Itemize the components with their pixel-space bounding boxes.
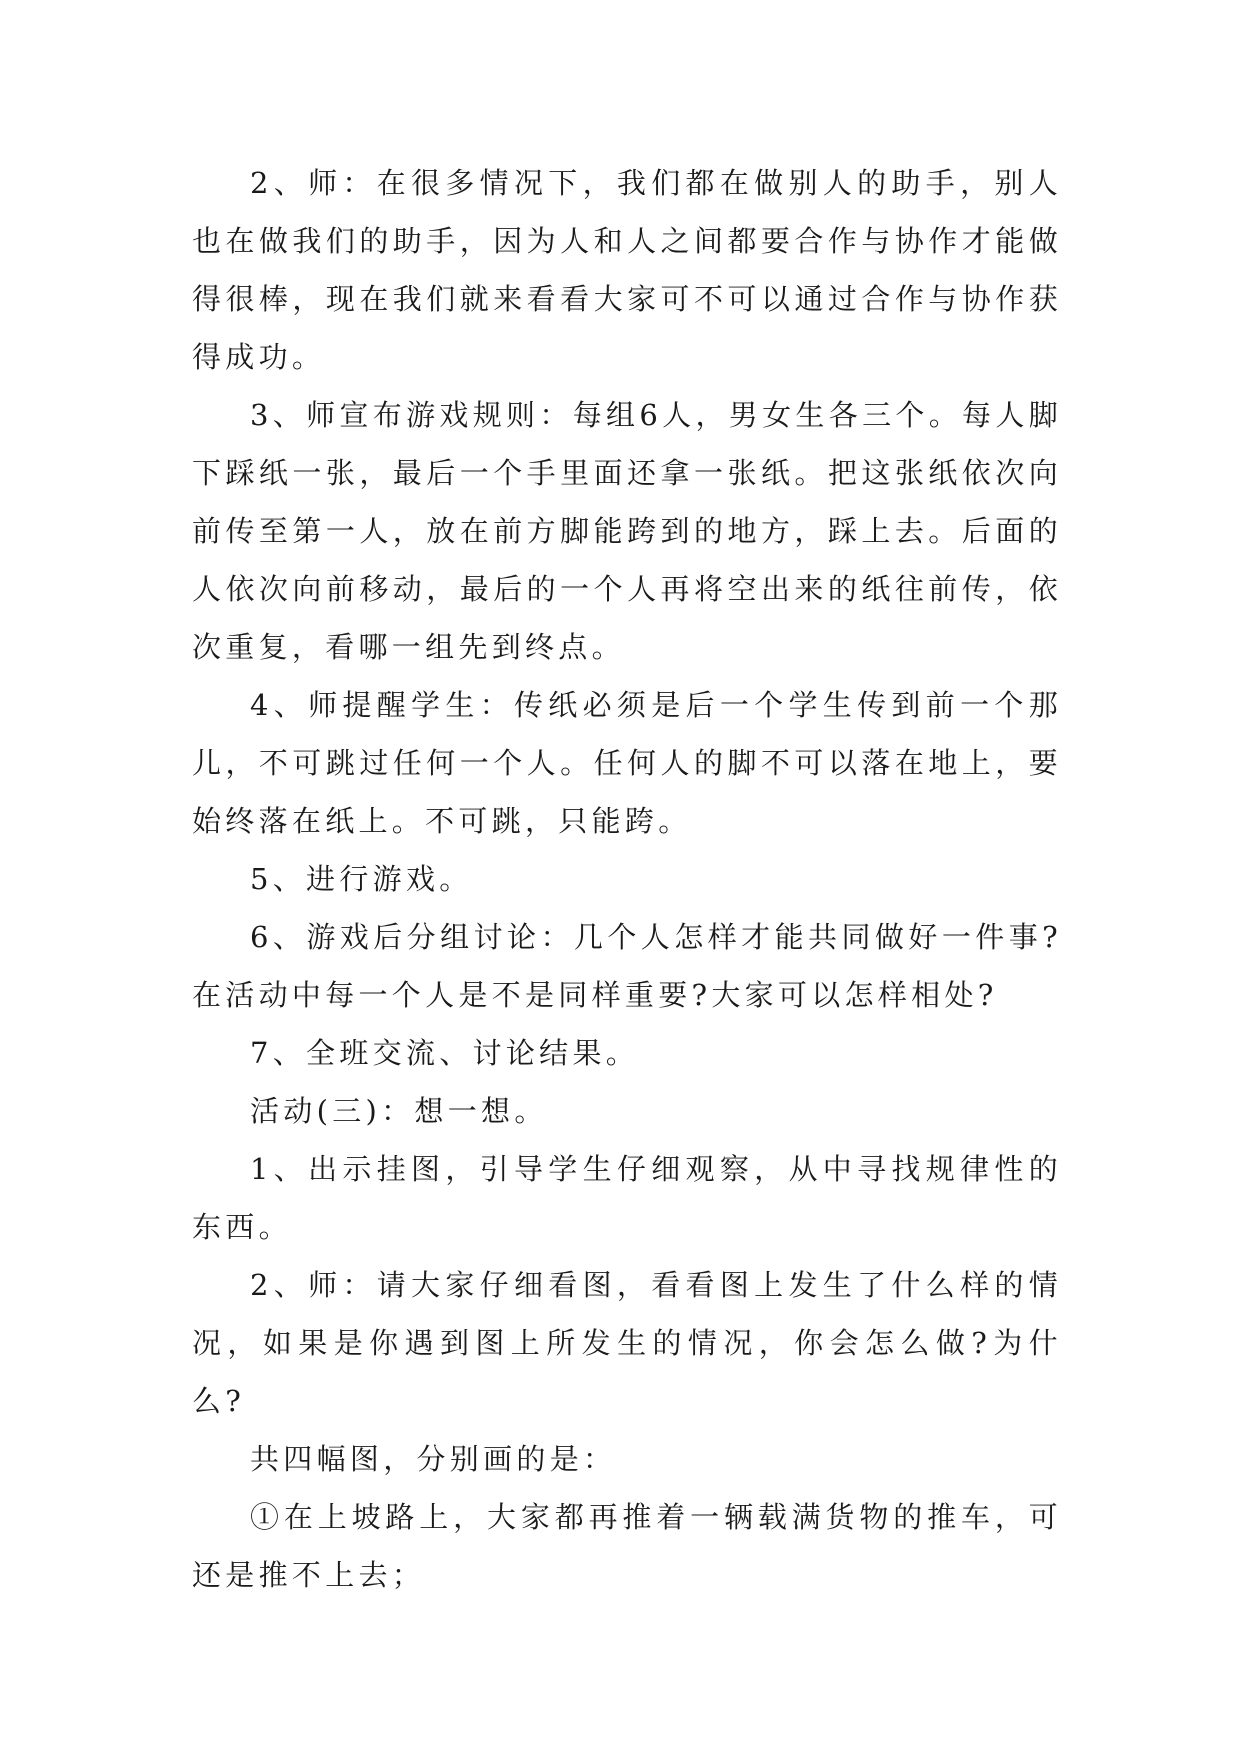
paragraph-activity-three-heading: 活动(三)：想一想。 — [250, 1094, 548, 1128]
paragraph-observe-picture: 2、师：请大家仔细看图，看看图上发生了什么样的情况，如果是你遇到图上所发生的情况，你会怎么做?为什么? — [192, 1268, 1062, 1418]
paragraph-teacher-reminder: 4、师提醒学生：传纸必须是后一个学生传到前一个那儿，不可跳过任何一个人。任何人的脚不可以落在地上，要始终落在纸上。不可跳，只能跨。 — [192, 688, 1062, 838]
paragraph-teacher-helpers: 2、师：在很多情况下，我们都在做别人的助手，别人也在做我们的助手，因为人和人之间都要合作与协作才能做得很棒，现在我们就来看看大家可不可以通过合作与协作获得成功。 — [192, 166, 1062, 374]
paragraph-class-exchange: 7、全班交流、讨论结果。 — [250, 1036, 640, 1070]
paragraph-game-rules: 3、师宣布游戏规则：每组6人，男女生各三个。每人脚下踩纸一张，最后一个手里面还拿一张纸。把这张纸依次向前传至第一人，放在前方脚能跨到的地方，踩上去。后面的人依次向前移动，最后的一个人再将空出来的纸往前传，依次重复，看哪一组先到终点。 — [192, 398, 1062, 664]
paragraph-four-pictures: 共四幅图，分别画的是： — [250, 1442, 617, 1476]
document-body — [192, 154, 1062, 1604]
paragraph-picture-one: ①在上坡路上，大家都再推着一辆载满货物的推车，可还是推不上去； — [192, 1500, 1062, 1592]
paragraph-play-game: 5、进行游戏。 — [250, 862, 473, 896]
paragraph-show-wall-chart: 1、出示挂图，引导学生仔细观察，从中寻找规律性的东西。 — [192, 1152, 1062, 1244]
paragraph-group-discussion: 6、游戏后分组讨论：几个人怎样才能共同做好一件事?在活动中每一个人是不是同样重要?大家可以怎样相处? — [192, 920, 1062, 1012]
